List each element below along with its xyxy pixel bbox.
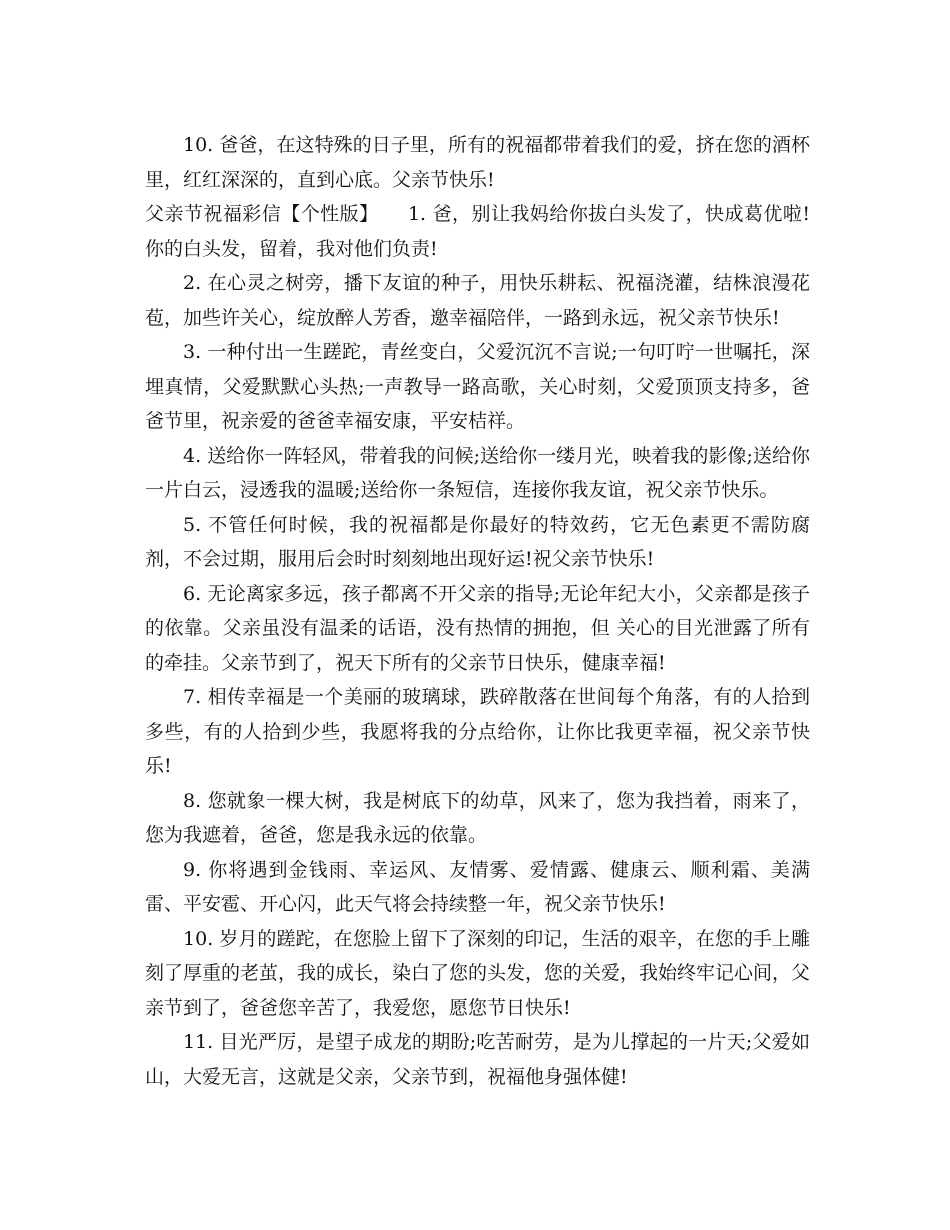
paragraph-9: 9. 你将遇到金钱雨、幸运风、友情雾、爱情露、健康云、顺利霜、美满雷、平安雹、开心闪，此天气将会持续整一年，祝父亲节快乐!	[145, 858, 810, 915]
paragraph-4: 4. 送给你一阵轻风，带着我的问候;送给你一缕月光，映着我的影像;送给你一片白云，浸透我的温暖;送给你一条短信，连接你我友谊，祝父亲节快乐。	[145, 444, 810, 501]
paragraph-7: 7. 相传幸福是一个美丽的玻璃球，跌碎散落在世间每个角落，有的人拾到多些，有的人拾到少些，我愿将我的分点给你，让你比我更幸福，祝父亲节快乐!	[145, 686, 810, 777]
paragraph-10-wine-cup: 10. 爸爸，在这特殊的日子里，所有的祝福都带着我们的爱，挤在您的酒杯里，红红深深的，直到心底。父亲节快乐!	[145, 134, 810, 191]
paragraph-6: 6. 无论离家多远，孩子都离不开父亲的指导;无论年纪大小，父亲都是孩子的依靠。父亲虽没有温柔的话语，没有热情的拥抱，但 关心的目光泄露了所有的牵挂。父亲节到了，祝天下所有的父亲节日快乐，健康幸福!	[145, 582, 810, 674]
paragraph-10: 10. 岁月的蹉跎，在您脸上留下了深刻的印记，生活的艰辛，在您的手上雕刻了厚重的老茧，我的成长，染白了您的头发，您的关爱，我始终牢记心间，父亲节到了，爸爸您辛苦了，我爱您，愿您节日快乐!	[145, 927, 811, 1019]
paragraph-5: 5. 不管任何时候，我的祝福都是你最好的特效药，它无色素更不需防腐剂，不会过期，服用后会时时刻刻地出现好运!祝父亲节快乐!	[145, 513, 810, 570]
paragraph-section-heading-personal: 父亲节祝福彩信【个性版】 1. 爸，别让我妈给你拔白头发了，快成葛优啦!你的白头发，留着，我对他们负责!	[145, 203, 810, 260]
paragraph-11: 11. 目光严厉，是望子成龙的期盼;吃苦耐劳，是为儿撑起的一片天;父爱如山，大爱无言，这就是父亲，父亲节到，祝福他身强体健!	[145, 1031, 810, 1088]
document-body	[145, 128, 810, 1094]
paragraph-2: 2. 在心灵之树旁，播下友谊的种子，用快乐耕耘、祝福浇灌，结株浪漫花苞，加些许关心，绽放醉人芳香，邀幸福陪伴，一路到永远，祝父亲节快乐!	[145, 272, 810, 329]
paragraph-8: 8. 您就象一棵大树，我是树底下的幼草，风来了，您为我挡着，雨来了，您为我遮着，爸爸，您是我永远的依靠。	[145, 789, 810, 846]
paragraph-3: 3. 一种付出一生蹉跎，青丝变白，父爱沉沉不言说;一句叮咛一世嘱托，深埋真情，父爱默默心头热;一声教导一路高歌，关心时刻，父爱顶顶支持多，爸爸节里，祝亲爱的爸爸幸福安康，平安桔祥。	[145, 341, 810, 432]
